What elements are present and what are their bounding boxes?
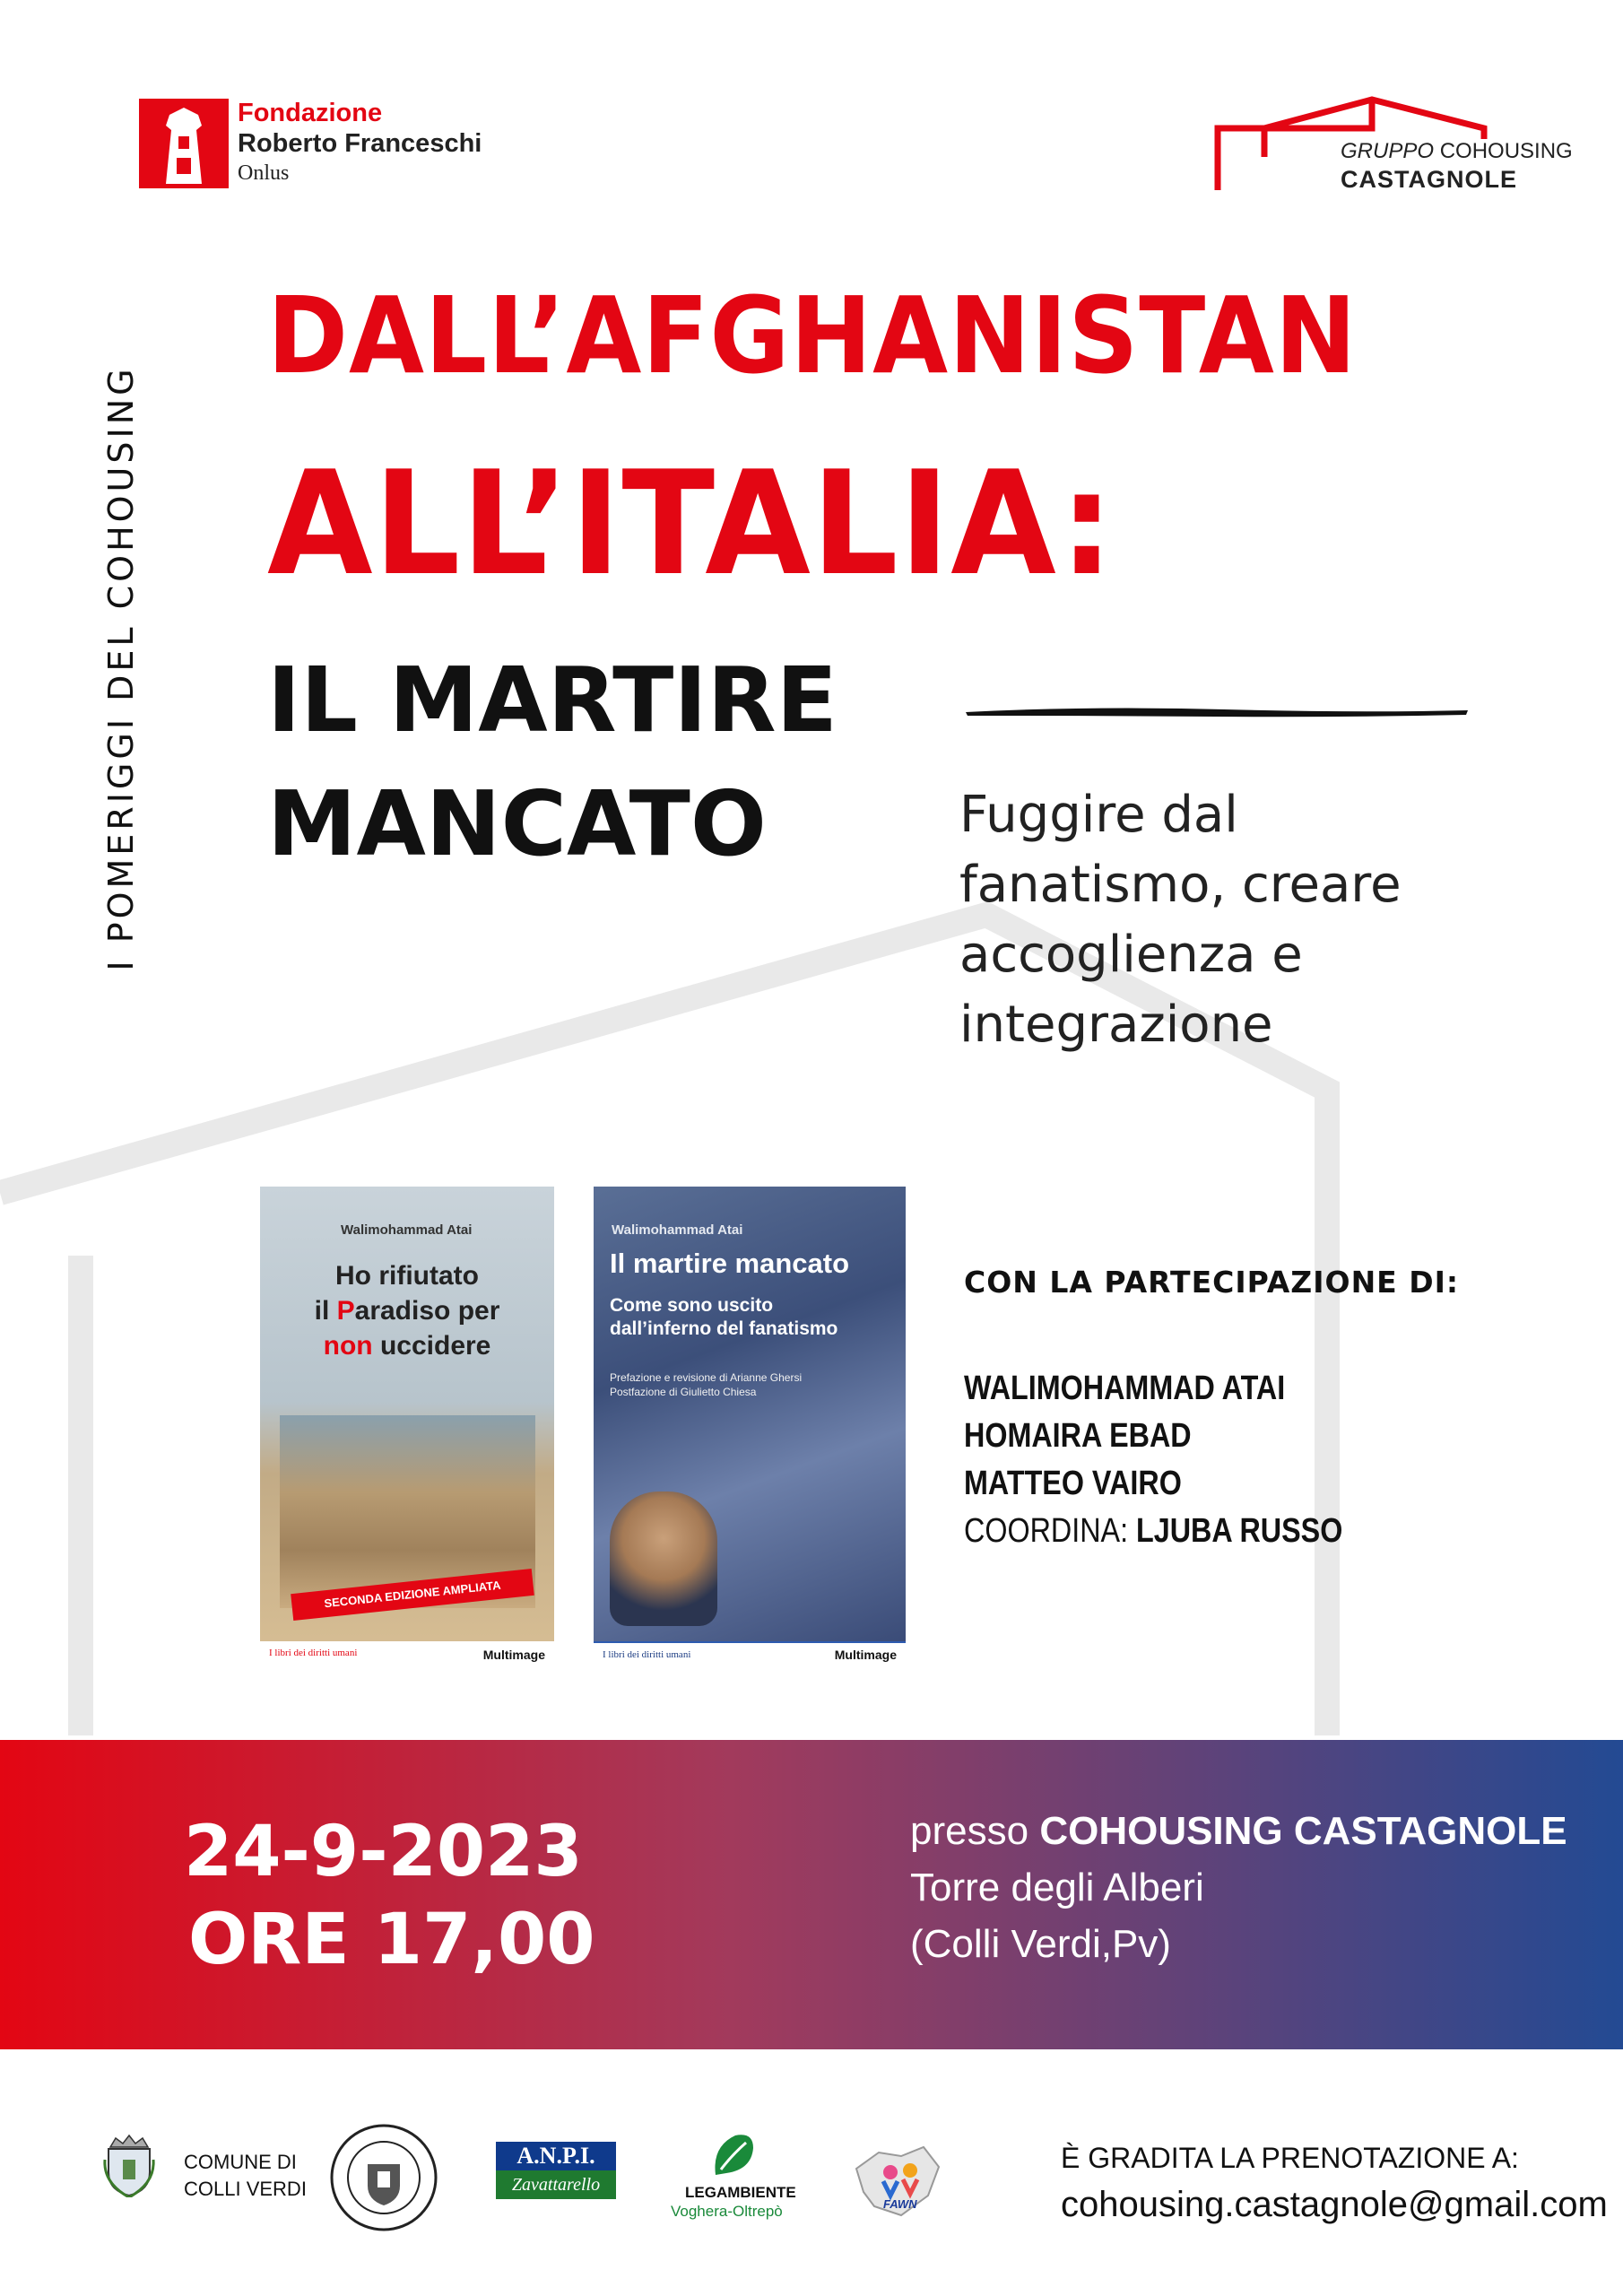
coordinator: COORDINA: LJUBA RUSSO <box>964 1512 1343 1550</box>
book-author: Walimohammad Atai <box>341 1222 473 1238</box>
tagline-line: fanatismo, creare <box>959 856 1402 914</box>
fondazione-name-line2: Roberto Franceschi <box>238 129 482 158</box>
fawn-logo-icon <box>838 2117 955 2233</box>
anpi-section: Zavattarello <box>496 2170 616 2199</box>
book-cover-photo <box>610 1492 717 1626</box>
book-subtitle: Come sono uscito dall’inferno del fanatismo <box>610 1295 838 1339</box>
legambiente-leaf-icon <box>708 2130 758 2179</box>
legambiente-name: LEGAMBIENTE <box>685 2184 796 2201</box>
legambiente-place: Voghera-Oltrepò <box>671 2203 783 2220</box>
participant-name: MATTEO VAIRO <box>964 1465 1182 1502</box>
comune-name: COMUNE DI COLLI VERDI <box>184 2151 307 2200</box>
title-line2: ALL’ITALIA: <box>267 439 1115 607</box>
tagline-line: integrazione <box>959 996 1273 1054</box>
book-series: I libri dei diritti umani <box>594 1641 906 1665</box>
subtitle-line2: MANCATO <box>267 771 767 876</box>
event-place: Torre degli Alberi <box>910 1866 1204 1909</box>
edition-ribbon: SECONDA EDIZIONE AMPLIATA <box>291 1569 534 1621</box>
series-label: I POMERIGGI DEL COHOUSING <box>101 365 141 971</box>
participants-heading: CON LA PARTECIPAZIONE DI: <box>964 1265 1460 1300</box>
participant-name: HOMAIRA EBAD <box>964 1417 1192 1455</box>
book-series: I libri dei diritti umani <box>260 1641 554 1665</box>
fondazione-name-line1: Fondazione <box>238 99 383 127</box>
cohousing-name: CASTAGNOLE <box>1341 166 1517 193</box>
tagline-line: accoglienza e <box>959 926 1303 984</box>
tower-icon <box>139 99 229 188</box>
brush-stroke-divider <box>964 704 1471 720</box>
book-credits: Prefazione e revisione di Arianne Ghersi Postfazione di Giulietto Chiesa <box>610 1371 803 1398</box>
book-title: Il martire mancato <box>610 1248 850 1279</box>
fondazione-name-line3: Onlus <box>238 161 290 185</box>
booking-email-link[interactable]: cohousing.castagnole@gmail.com <box>1061 2185 1608 2224</box>
comune-crest-icon <box>103 2133 155 2197</box>
publisher-logo: Multimage <box>834 1648 897 1662</box>
anpi-name: A.N.P.I. <box>496 2142 616 2170</box>
event-time: ORE 17,00 <box>188 1900 595 1980</box>
fawn-name: FAWN <box>883 2197 917 2211</box>
tagline-line: Fuggire dal <box>959 786 1238 844</box>
title-line1: DALL’AFGHANISTAN <box>267 274 1358 397</box>
book-cover-ho-rifiutato <box>260 1187 554 1665</box>
anpi-logo <box>496 2142 616 2199</box>
fondazione-logo <box>139 99 516 188</box>
book-title: Ho rifiutato il Paradiso per non uccidere <box>314 1261 500 1361</box>
booking-note: È GRADITA LA PRENOTAZIONE A: <box>1061 2142 1519 2174</box>
event-band <box>0 1740 1623 2049</box>
event-area: (Colli Verdi,Pv) <box>910 1922 1171 1966</box>
cohousing-logo <box>1211 94 1573 202</box>
biblioteca-seal-icon <box>327 2121 440 2234</box>
book-author: Walimohammad Atai <box>612 1222 743 1238</box>
tagline <box>959 780 1542 1060</box>
event-date: 24-9-2023 <box>184 1812 583 1892</box>
participant-name: WALIMOHAMMAD ATAI <box>964 1370 1286 1407</box>
subtitle-line1: IL MARTIRE <box>267 648 838 752</box>
book-cover-martire-mancato <box>594 1187 906 1665</box>
publisher-logo: Multimage <box>482 1648 545 1662</box>
cohousing-gruppo-label: GRUPPO COHOUSING <box>1341 139 1573 163</box>
event-venue: presso COHOUSING CASTAGNOLE <box>910 1809 1567 1853</box>
